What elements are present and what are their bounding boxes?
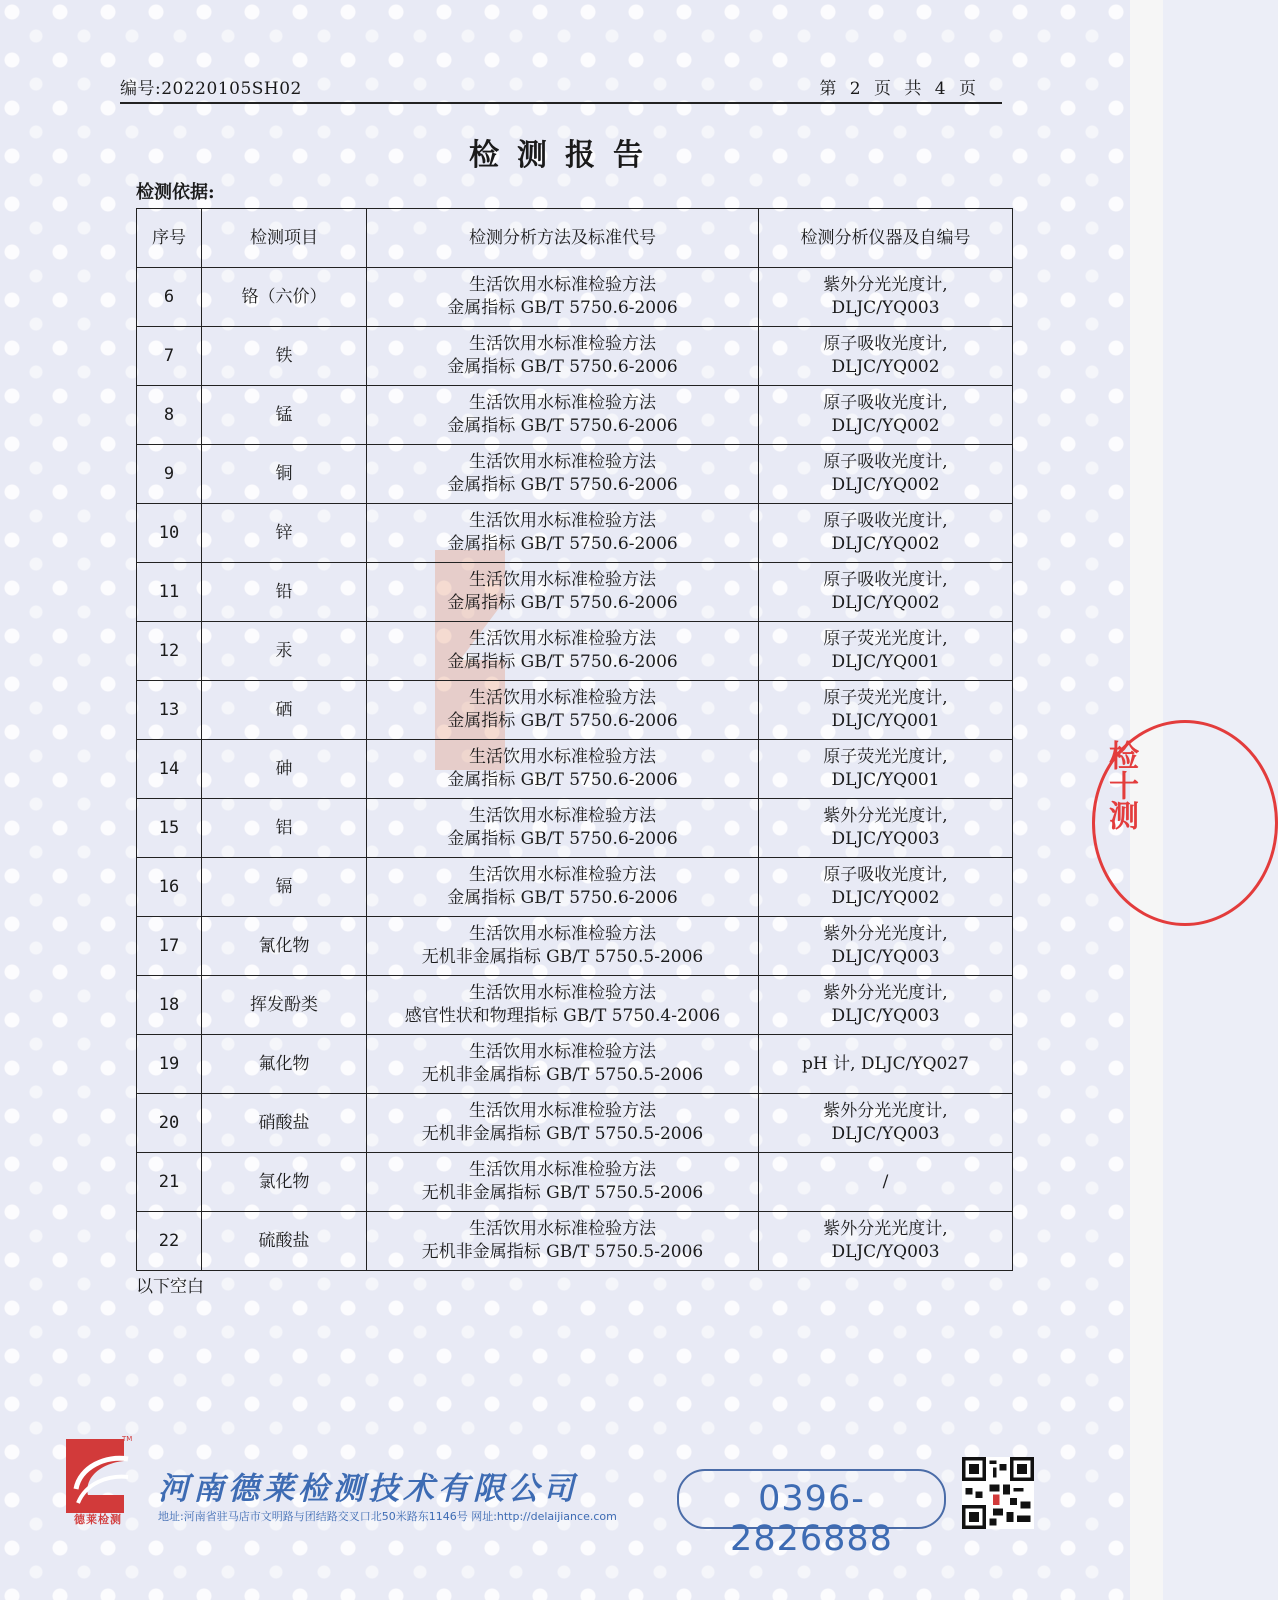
blank-note: 以下空白 <box>136 1277 204 1297</box>
row-instrument <box>759 681 1013 740</box>
row-instrument-line: 紫外分光光度计, <box>823 275 948 295</box>
row-instrument-line: 原子吸收光度计, <box>823 511 948 531</box>
row-instrument <box>759 445 1013 504</box>
row-instrument-line: 原子荧光光度计, <box>823 747 948 767</box>
row-instrument-line: DLJC/YQ003 <box>831 947 940 967</box>
row-method <box>367 858 759 917</box>
table-row <box>137 1094 1013 1153</box>
row-item: 硒 <box>202 681 367 740</box>
row-method-line: 生活饮用水标准检验方法 <box>469 511 656 531</box>
row-instrument-line: DLJC/YQ002 <box>831 475 940 495</box>
row-no: 9 <box>137 445 202 504</box>
row-item: 铬（六价） <box>202 268 367 327</box>
row-item: 氰化物 <box>202 917 367 976</box>
company-name: 河南德莱检测技术有限公司 <box>158 1471 578 1507</box>
header-item: 检测项目 <box>202 209 367 268</box>
table-row <box>137 445 1013 504</box>
row-item: 镉 <box>202 858 367 917</box>
report-number: 编号:20220105SH02 <box>120 79 302 99</box>
report-title: 检测报告 <box>469 138 661 173</box>
row-instrument-line: 紫外分光光度计, <box>823 924 948 944</box>
row-no: 6 <box>137 268 202 327</box>
row-method-line: 金属指标 GB/T 5750.6-2006 <box>447 652 678 672</box>
row-item: 砷 <box>202 740 367 799</box>
row-method-line: 金属指标 GB/T 5750.6-2006 <box>447 711 678 731</box>
row-instrument-line: DLJC/YQ002 <box>831 416 940 436</box>
row-instrument <box>759 563 1013 622</box>
row-method-line: 生活饮用水标准检验方法 <box>469 1219 656 1239</box>
company-address: 地址:河南省驻马店市文明路与团结路交叉口北50米路东1146号 网址:http://delaijiance.com <box>158 1510 617 1523</box>
table-row <box>137 740 1013 799</box>
row-item: 锰 <box>202 386 367 445</box>
row-method-line: 金属指标 GB/T 5750.6-2006 <box>447 770 678 790</box>
phone-number: 0396-2826888 <box>730 1479 893 1559</box>
row-no: 19 <box>137 1035 202 1094</box>
row-method-line: 无机非金属指标 GB/T 5750.5-2006 <box>421 1183 704 1203</box>
row-instrument <box>759 1035 1013 1094</box>
row-instrument-line: / <box>882 1171 889 1192</box>
row-instrument <box>759 740 1013 799</box>
row-method-line: 生活饮用水标准检验方法 <box>469 1160 656 1180</box>
row-instrument-line: 紫外分光光度计, <box>823 1219 948 1239</box>
test-basis-table <box>136 208 1013 1271</box>
row-method <box>367 268 759 327</box>
row-method-line: 感官性状和物理指标 GB/T 5750.4-2006 <box>404 1006 721 1026</box>
row-no: 11 <box>137 563 202 622</box>
row-instrument <box>759 917 1013 976</box>
row-instrument <box>759 799 1013 858</box>
row-method <box>367 622 759 681</box>
header-method: 检测分析方法及标准代号 <box>367 209 759 268</box>
table-row <box>137 268 1013 327</box>
row-instrument-line: 原子吸收光度计, <box>823 334 948 354</box>
trademark-mark: TM <box>122 1435 133 1443</box>
row-method <box>367 1212 759 1271</box>
row-method-line: 金属指标 GB/T 5750.6-2006 <box>447 475 678 495</box>
row-method-line: 生活饮用水标准检验方法 <box>469 334 656 354</box>
table-row <box>137 1153 1013 1212</box>
row-instrument <box>759 386 1013 445</box>
table-row <box>137 976 1013 1035</box>
table-row <box>137 858 1013 917</box>
row-item: 汞 <box>202 622 367 681</box>
row-method-line: 生活饮用水标准检验方法 <box>469 275 656 295</box>
table-row <box>137 327 1013 386</box>
row-method-line: 生活饮用水标准检验方法 <box>469 1101 656 1121</box>
row-method-line: 无机非金属指标 GB/T 5750.5-2006 <box>421 1242 704 1262</box>
row-item: 硫酸盐 <box>202 1212 367 1271</box>
row-instrument-line: DLJC/YQ001 <box>831 711 940 731</box>
row-instrument <box>759 1094 1013 1153</box>
table-row <box>137 622 1013 681</box>
row-instrument-line: 紫外分光光度计, <box>823 1101 948 1121</box>
row-method-line: 生活饮用水标准检验方法 <box>469 393 656 413</box>
row-instrument-line: 紫外分光光度计, <box>823 983 948 1003</box>
logo-text: 德莱检测 <box>74 1513 122 1526</box>
row-instrument-line: 原子吸收光度计, <box>823 393 948 413</box>
row-instrument-line: DLJC/YQ001 <box>831 652 940 672</box>
row-method-line: 金属指标 GB/T 5750.6-2006 <box>447 593 678 613</box>
table-row <box>137 1212 1013 1271</box>
row-no: 8 <box>137 386 202 445</box>
table-row <box>137 681 1013 740</box>
row-instrument <box>759 327 1013 386</box>
table-row <box>137 917 1013 976</box>
row-item: 铝 <box>202 799 367 858</box>
header-instrument: 检测分析仪器及自编号 <box>759 209 1013 268</box>
table-row <box>137 1035 1013 1094</box>
row-method-line: 金属指标 GB/T 5750.6-2006 <box>447 829 678 849</box>
row-instrument <box>759 1212 1013 1271</box>
row-no: 15 <box>137 799 202 858</box>
row-method-line: 生活饮用水标准检验方法 <box>469 629 656 649</box>
row-method <box>367 504 759 563</box>
row-instrument-line: DLJC/YQ003 <box>831 1242 940 1262</box>
table-row <box>137 563 1013 622</box>
table-row <box>137 504 1013 563</box>
row-no: 16 <box>137 858 202 917</box>
row-method <box>367 681 759 740</box>
page-count: 第 2 页 共 4 页 <box>819 79 980 99</box>
row-instrument-line: 紫外分光光度计, <box>823 806 948 826</box>
row-instrument <box>759 622 1013 681</box>
row-method <box>367 1094 759 1153</box>
row-no: 13 <box>137 681 202 740</box>
row-method-line: 金属指标 GB/T 5750.6-2006 <box>447 416 678 436</box>
row-method <box>367 1035 759 1094</box>
row-instrument-line: 原子荧光光度计, <box>823 688 948 708</box>
row-method <box>367 1153 759 1212</box>
row-instrument <box>759 504 1013 563</box>
row-no: 17 <box>137 917 202 976</box>
row-method-line: 生活饮用水标准检验方法 <box>469 747 656 767</box>
row-method-line: 生活饮用水标准检验方法 <box>469 452 656 472</box>
header-no: 序号 <box>137 209 202 268</box>
row-instrument-line: 原子吸收光度计, <box>823 865 948 885</box>
row-method-line: 金属指标 GB/T 5750.6-2006 <box>447 298 678 318</box>
row-method <box>367 327 759 386</box>
row-method-line: 无机非金属指标 GB/T 5750.5-2006 <box>421 1124 704 1144</box>
row-no: 14 <box>137 740 202 799</box>
row-no: 18 <box>137 976 202 1035</box>
basis-label: 检测依据: <box>136 182 215 203</box>
row-method <box>367 799 759 858</box>
row-no: 22 <box>137 1212 202 1271</box>
row-instrument-line: DLJC/YQ002 <box>831 534 940 554</box>
table-row <box>137 386 1013 445</box>
row-instrument <box>759 1153 1013 1212</box>
row-no: 20 <box>137 1094 202 1153</box>
row-instrument <box>759 976 1013 1035</box>
row-method-line: 无机非金属指标 GB/T 5750.5-2006 <box>421 947 704 967</box>
row-method-line: 生活饮用水标准检验方法 <box>469 924 656 944</box>
row-instrument-line: DLJC/YQ003 <box>831 298 940 318</box>
row-item: 铅 <box>202 563 367 622</box>
row-instrument-line: DLJC/YQ003 <box>831 1006 940 1026</box>
row-method <box>367 563 759 622</box>
row-instrument-line: 原子吸收光度计, <box>823 570 948 590</box>
row-item: 挥发酚类 <box>202 976 367 1035</box>
table-row <box>137 799 1013 858</box>
stamp-text: 检十测 <box>1103 740 1138 830</box>
row-item: 氟化物 <box>202 1035 367 1094</box>
report-header <box>120 74 1002 104</box>
row-instrument-line: pH 计, DLJC/YQ027 <box>802 1053 969 1074</box>
row-instrument-line: DLJC/YQ003 <box>831 829 940 849</box>
row-item: 铁 <box>202 327 367 386</box>
row-method-line: 生活饮用水标准检验方法 <box>469 688 656 708</box>
row-no: 12 <box>137 622 202 681</box>
row-method <box>367 917 759 976</box>
row-method-line: 生活饮用水标准检验方法 <box>469 865 656 885</box>
row-instrument-line: 原子吸收光度计, <box>823 452 948 472</box>
row-method <box>367 386 759 445</box>
qr-code-icon <box>962 1457 1034 1529</box>
row-method <box>367 976 759 1035</box>
row-item: 锌 <box>202 504 367 563</box>
row-instrument <box>759 268 1013 327</box>
phone-box <box>677 1469 946 1559</box>
row-instrument-line: DLJC/YQ002 <box>831 593 940 613</box>
row-item: 硝酸盐 <box>202 1094 367 1153</box>
row-method <box>367 740 759 799</box>
official-stamp <box>1092 720 1138 920</box>
row-instrument-line: 原子荧光光度计, <box>823 629 948 649</box>
row-method-line: 金属指标 GB/T 5750.6-2006 <box>447 888 678 908</box>
row-instrument-line: DLJC/YQ002 <box>831 357 940 377</box>
row-no: 10 <box>137 504 202 563</box>
table-body <box>137 268 1013 1271</box>
row-instrument-line: DLJC/YQ001 <box>831 770 940 790</box>
row-item: 铜 <box>202 445 367 504</box>
row-item: 氯化物 <box>202 1153 367 1212</box>
row-instrument <box>759 858 1013 917</box>
row-no: 21 <box>137 1153 202 1212</box>
row-method-line: 金属指标 GB/T 5750.6-2006 <box>447 534 678 554</box>
row-method-line: 生活饮用水标准检验方法 <box>469 806 656 826</box>
table-header-row <box>137 209 1013 268</box>
row-method-line: 生活饮用水标准检验方法 <box>469 983 656 1003</box>
row-instrument-line: DLJC/YQ003 <box>831 1124 940 1144</box>
row-method-line: 无机非金属指标 GB/T 5750.5-2006 <box>421 1065 704 1085</box>
company-logo-icon <box>62 1433 132 1521</box>
footer <box>0 1425 1130 1559</box>
row-method-line: 生活饮用水标准检验方法 <box>469 1042 656 1062</box>
row-method <box>367 445 759 504</box>
row-method-line: 金属指标 GB/T 5750.6-2006 <box>447 357 678 377</box>
row-instrument-line: DLJC/YQ002 <box>831 888 940 908</box>
row-method-line: 生活饮用水标准检验方法 <box>469 570 656 590</box>
row-no: 7 <box>137 327 202 386</box>
